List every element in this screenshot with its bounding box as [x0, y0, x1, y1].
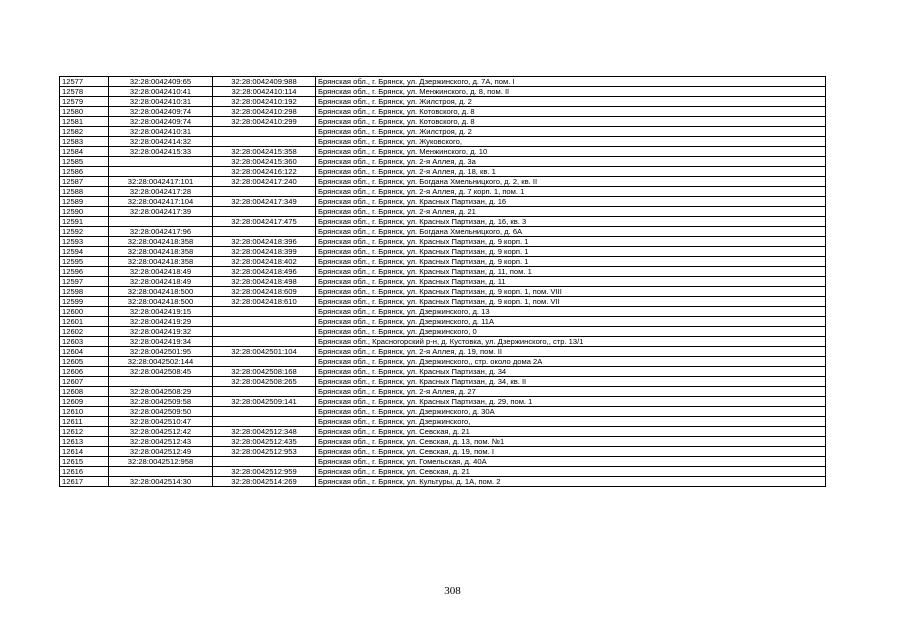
table-row — [60, 337, 826, 347]
address-cell: Брянская обл., г. Брянск, ул. Жилстроя, д. 2 — [316, 127, 826, 137]
address-cell: Брянская обл., г. Брянск, ул. Севская, д. 21 — [316, 467, 826, 477]
address-cell: Брянская обл., г. Брянск, ул. Севская, д. 19, пом. I — [316, 447, 826, 457]
cadastral-number-cell: 32:28:0042419:34 — [109, 337, 213, 347]
cadastral-number-secondary-cell: 32:28:0042409:988 — [213, 77, 316, 87]
row-number-cell: 12586 — [60, 167, 109, 177]
address-cell: Брянская обл., г. Брянск, ул. Красных Партизан, д. 11, пом. 1 — [316, 267, 826, 277]
cadastral-number-secondary-cell — [213, 307, 316, 317]
cadastral-number-secondary-cell: 32:28:0042501:104 — [213, 347, 316, 357]
page-number: 308 — [444, 585, 461, 597]
cadastral-number-cell: 32:28:0042418:49 — [109, 277, 213, 287]
table-row — [60, 267, 826, 277]
row-number-cell: 12583 — [60, 137, 109, 147]
row-number-cell: 12613 — [60, 437, 109, 447]
row-number-cell: 12597 — [60, 277, 109, 287]
table-row — [60, 147, 826, 157]
address-cell: Брянская обл., г. Брянск, ул. Красных Партизан, д. 9 корп. 1 — [316, 247, 826, 257]
address-cell: Брянская обл., г. Брянск, ул. 2-я Аллея, д. 7 корп. 1, пом. 1 — [316, 187, 826, 197]
cadastral-number-cell: 32:28:0042512:43 — [109, 437, 213, 447]
row-number-cell: 12616 — [60, 467, 109, 477]
address-cell: Брянская обл., г. Брянск, ул. Дзержинского, д. 11А — [316, 317, 826, 327]
cadastral-number-cell: 32:28:0042508:29 — [109, 387, 213, 397]
cadastral-number-cell: 32:28:0042512:958 — [109, 457, 213, 467]
cadastral-number-secondary-cell: 32:28:0042410:192 — [213, 97, 316, 107]
cadastral-number-secondary-cell — [213, 317, 316, 327]
table-row — [60, 207, 826, 217]
cadastral-number-secondary-cell — [213, 357, 316, 367]
row-number-cell: 12593 — [60, 237, 109, 247]
cadastral-number-cell: 32:28:0042418:358 — [109, 257, 213, 267]
table-row — [60, 247, 826, 257]
cadastral-number-cell: 32:28:0042509:58 — [109, 397, 213, 407]
cadastral-number-secondary-cell: 32:28:0042512:959 — [213, 467, 316, 477]
address-cell: Брянская обл., г. Брянск, ул. 2-я Аллея, д. 18, кв. 1 — [316, 167, 826, 177]
row-number-cell: 12607 — [60, 377, 109, 387]
cadastral-number-cell — [109, 467, 213, 477]
table-row — [60, 287, 826, 297]
row-number-cell: 12603 — [60, 337, 109, 347]
address-cell: Брянская обл., г. Брянск, ул. 2-я Аллея, д. 21 — [316, 207, 826, 217]
cadastral-number-secondary-cell: 32:28:0042418:402 — [213, 257, 316, 267]
address-cell: Брянская обл., г. Брянск, ул. Гомельская, д. 40А — [316, 457, 826, 467]
cadastral-number-cell: 32:28:0042415:33 — [109, 147, 213, 157]
cadastral-number-cell — [109, 157, 213, 167]
cadastral-number-secondary-cell: 32:28:0042508:265 — [213, 377, 316, 387]
address-cell: Брянская обл., г. Брянск, ул. 2-я Аллея, д. 3а — [316, 157, 826, 167]
row-number-cell: 12614 — [60, 447, 109, 457]
cadastral-number-secondary-cell: 32:28:0042417:475 — [213, 217, 316, 227]
cadastral-number-cell: 32:28:0042501:95 — [109, 347, 213, 357]
address-cell: Брянская обл., г. Брянск, ул. Севская, д. 13, пом. №1 — [316, 437, 826, 447]
cadastral-number-secondary-cell: 32:28:0042418:396 — [213, 237, 316, 247]
row-number-cell: 12591 — [60, 217, 109, 227]
table-row — [60, 107, 826, 117]
row-number-cell: 12584 — [60, 147, 109, 157]
row-number-cell: 12610 — [60, 407, 109, 417]
cadastral-number-secondary-cell: 32:28:0042418:496 — [213, 267, 316, 277]
cadastral-number-secondary-cell: 32:28:0042512:953 — [213, 447, 316, 457]
table-row — [60, 477, 826, 487]
row-number-cell: 12590 — [60, 207, 109, 217]
table-row — [60, 347, 826, 357]
row-number-cell: 12582 — [60, 127, 109, 137]
cadastral-number-secondary-cell — [213, 127, 316, 137]
cadastral-number-secondary-cell: 32:28:0042410:114 — [213, 87, 316, 97]
table-row — [60, 127, 826, 137]
cadastral-number-cell: 32:28:0042417:104 — [109, 197, 213, 207]
table-row — [60, 407, 826, 417]
address-cell: Брянская обл., г. Брянск, ул. 2-я Аллея, д. 27 — [316, 387, 826, 397]
cadastral-number-cell: 32:28:0042514:30 — [109, 477, 213, 487]
table-row — [60, 137, 826, 147]
row-number-cell: 12605 — [60, 357, 109, 367]
table-row — [60, 187, 826, 197]
address-cell: Брянская обл., г. Брянск, ул. Богдана Хмельницкого, д. 6А — [316, 227, 826, 237]
row-number-cell: 12578 — [60, 87, 109, 97]
table-row — [60, 227, 826, 237]
table-row — [60, 77, 826, 87]
table-row — [60, 197, 826, 207]
cadastral-number-secondary-cell — [213, 407, 316, 417]
address-cell: Брянская обл., г. Брянск, ул. Дзержинского, — [316, 417, 826, 427]
cadastral-number-cell: 32:28:0042410:41 — [109, 87, 213, 97]
address-cell: Брянская обл., г. Брянск, ул. Жуковского, — [316, 137, 826, 147]
row-number-cell: 12594 — [60, 247, 109, 257]
cadastral-number-cell: 32:28:0042418:500 — [109, 297, 213, 307]
row-number-cell: 12609 — [60, 397, 109, 407]
table-row — [60, 97, 826, 107]
row-number-cell: 12577 — [60, 77, 109, 87]
address-cell: Брянская обл., г. Брянск, ул. 2-я Аллея, д. 19, пом. II — [316, 347, 826, 357]
row-number-cell: 12604 — [60, 347, 109, 357]
row-number-cell: 12617 — [60, 477, 109, 487]
cadastral-number-secondary-cell: 32:28:0042509:141 — [213, 397, 316, 407]
address-cell: Брянская обл., г. Брянск, ул. Менжинского, д. 10 — [316, 147, 826, 157]
row-number-cell: 12600 — [60, 307, 109, 317]
row-number-cell: 12615 — [60, 457, 109, 467]
cadastral-number-cell: 32:28:0042409:65 — [109, 77, 213, 87]
cadastral-number-secondary-cell: 32:28:0042415:358 — [213, 147, 316, 157]
address-cell: Брянская обл., г. Брянск, ул. Котовского, д. 8 — [316, 107, 826, 117]
cadastral-number-cell: 32:28:0042418:49 — [109, 267, 213, 277]
address-cell: Брянская обл., г. Брянск, ул. Красных Партизан, д. 11 — [316, 277, 826, 287]
row-number-cell: 12585 — [60, 157, 109, 167]
address-cell: Брянская обл., г. Брянск, ул. Красных Партизан, д. 34, кв. II — [316, 377, 826, 387]
registry-table-body — [60, 77, 826, 487]
row-number-cell: 12589 — [60, 197, 109, 207]
cadastral-number-secondary-cell — [213, 457, 316, 467]
table-row — [60, 387, 826, 397]
row-number-cell: 12598 — [60, 287, 109, 297]
cadastral-number-secondary-cell — [213, 207, 316, 217]
address-cell: Брянская обл., г. Брянск, ул. Котовского, д. 8 — [316, 117, 826, 127]
address-cell: Брянская обл., г. Брянск, ул. Менжинского, д. 8, пом. II — [316, 87, 826, 97]
address-cell: Брянская обл., г. Брянск, ул. Красных Партизан, д. 16, кв. 3 — [316, 217, 826, 227]
cadastral-number-cell: 32:28:0042418:358 — [109, 237, 213, 247]
table-row — [60, 397, 826, 407]
cadastral-number-cell: 32:28:0042418:358 — [109, 247, 213, 257]
table-row — [60, 457, 826, 467]
row-number-cell: 12595 — [60, 257, 109, 267]
cadastral-number-cell — [109, 167, 213, 177]
cadastral-number-cell: 32:28:0042409:74 — [109, 117, 213, 127]
cadastral-number-cell — [109, 217, 213, 227]
table-row — [60, 157, 826, 167]
table-row — [60, 427, 826, 437]
cadastral-number-cell: 32:28:0042417:96 — [109, 227, 213, 237]
cadastral-number-cell: 32:28:0042418:500 — [109, 287, 213, 297]
cadastral-number-secondary-cell: 32:28:0042512:435 — [213, 437, 316, 447]
row-number-cell: 12612 — [60, 427, 109, 437]
row-number-cell: 12581 — [60, 117, 109, 127]
cadastral-number-cell: 32:28:0042508:45 — [109, 367, 213, 377]
address-cell: Брянская обл., г. Брянск, ул. Культуры, д. 1А, пом. 2 — [316, 477, 826, 487]
row-number-cell: 12599 — [60, 297, 109, 307]
address-cell: Брянская обл., г. Брянск, ул. Красных Партизан, д. 16 — [316, 197, 826, 207]
cadastral-number-cell: 32:28:0042419:32 — [109, 327, 213, 337]
table-row — [60, 417, 826, 427]
address-cell: Брянская обл., г. Брянск, ул. Красных Партизан, д. 29, пом. 1 — [316, 397, 826, 407]
cadastral-number-cell: 32:28:0042512:42 — [109, 427, 213, 437]
cadastral-number-secondary-cell: 32:28:0042410:298 — [213, 107, 316, 117]
table-row — [60, 377, 826, 387]
address-cell: Брянская обл., г. Брянск, ул. Красных Партизан, д. 9 корп. 1 — [316, 257, 826, 267]
cadastral-number-secondary-cell: 32:28:0042417:349 — [213, 197, 316, 207]
row-number-cell: 12611 — [60, 417, 109, 427]
table-row — [60, 307, 826, 317]
table-row — [60, 87, 826, 97]
row-number-cell: 12602 — [60, 327, 109, 337]
cadastral-number-secondary-cell — [213, 227, 316, 237]
cadastral-number-secondary-cell: 32:28:0042418:498 — [213, 277, 316, 287]
table-row — [60, 257, 826, 267]
cadastral-number-secondary-cell — [213, 387, 316, 397]
cadastral-number-cell: 32:28:0042409:74 — [109, 107, 213, 117]
row-number-cell: 12588 — [60, 187, 109, 197]
cadastral-number-cell: 32:28:0042509:50 — [109, 407, 213, 417]
address-cell: Брянская обл., г. Брянск, ул. Красных Партизан, д. 9 корп. 1, пом. VIII — [316, 287, 826, 297]
cadastral-number-cell: 32:28:0042502:144 — [109, 357, 213, 367]
registry-table — [59, 76, 826, 487]
cadastral-number-secondary-cell: 32:28:0042416:122 — [213, 167, 316, 177]
row-number-cell: 12596 — [60, 267, 109, 277]
cadastral-number-secondary-cell: 32:28:0042514:269 — [213, 477, 316, 487]
cadastral-number-secondary-cell: 32:28:0042417:240 — [213, 177, 316, 187]
table-row — [60, 467, 826, 477]
cadastral-number-secondary-cell: 32:28:0042418:610 — [213, 297, 316, 307]
cadastral-number-secondary-cell: 32:28:0042418:399 — [213, 247, 316, 257]
address-cell: Брянская обл., г. Брянск, ул. Севская, д. 21 — [316, 427, 826, 437]
table-row — [60, 447, 826, 457]
row-number-cell: 12601 — [60, 317, 109, 327]
table-row — [60, 177, 826, 187]
cadastral-number-cell — [109, 377, 213, 387]
table-row — [60, 217, 826, 227]
table-row — [60, 117, 826, 127]
address-cell: Брянская обл., г. Брянск, ул. Дзержинского, д. 13 — [316, 307, 826, 317]
address-cell: Брянская обл., г. Брянск, ул. Богдана Хмельницкого, д. 2, кв. II — [316, 177, 826, 187]
cadastral-number-secondary-cell: 32:28:0042418:609 — [213, 287, 316, 297]
cadastral-number-secondary-cell — [213, 327, 316, 337]
cadastral-number-secondary-cell — [213, 417, 316, 427]
row-number-cell: 12587 — [60, 177, 109, 187]
cadastral-number-cell: 32:28:0042414:32 — [109, 137, 213, 147]
address-cell: Брянская обл., г. Брянск, ул. Жилстроя, д. 2 — [316, 97, 826, 107]
cadastral-number-cell: 32:28:0042410:31 — [109, 97, 213, 107]
table-row — [60, 237, 826, 247]
cadastral-number-secondary-cell: 32:28:0042512:348 — [213, 427, 316, 437]
cadastral-number-secondary-cell — [213, 337, 316, 347]
table-row — [60, 277, 826, 287]
table-row — [60, 297, 826, 307]
cadastral-number-secondary-cell: 32:28:0042415:360 — [213, 157, 316, 167]
address-cell: Брянская обл., г. Брянск, ул. Дзержинского, д. 7А, пом. I — [316, 77, 826, 87]
cadastral-number-cell: 32:28:0042419:29 — [109, 317, 213, 327]
address-cell: Брянская обл., Красногорский р-н, д. Кустовка, ул. Дзержинского,, стр. 13/1 — [316, 337, 826, 347]
cadastral-number-cell: 32:28:0042417:28 — [109, 187, 213, 197]
address-cell: Брянская обл., г. Брянск, ул. Дзержинского, д. 30А — [316, 407, 826, 417]
row-number-cell: 12608 — [60, 387, 109, 397]
address-cell: Брянская обл., г. Брянск, ул. Красных Партизан, д. 9 корп. 1, пом. VII — [316, 297, 826, 307]
row-number-cell: 12580 — [60, 107, 109, 117]
address-cell: Брянская обл., г. Брянск, ул. Дзержинского, 0 — [316, 327, 826, 337]
address-cell: Брянская обл., г. Брянск, ул. Красных Партизан, д. 34 — [316, 367, 826, 377]
cadastral-number-cell: 32:28:0042417:39 — [109, 207, 213, 217]
row-number-cell: 12592 — [60, 227, 109, 237]
cadastral-number-cell: 32:28:0042510:47 — [109, 417, 213, 427]
table-row — [60, 317, 826, 327]
table-row — [60, 357, 826, 367]
table-row — [60, 167, 826, 177]
cadastral-number-cell: 32:28:0042417:101 — [109, 177, 213, 187]
table-row — [60, 367, 826, 377]
address-cell: Брянская обл., г. Брянск, ул. Красных Партизан, д. 9 корп. 1 — [316, 237, 826, 247]
cadastral-number-secondary-cell: 32:28:0042508:168 — [213, 367, 316, 377]
cadastral-number-secondary-cell: 32:28:0042410:299 — [213, 117, 316, 127]
row-number-cell: 12606 — [60, 367, 109, 377]
row-number-cell: 12579 — [60, 97, 109, 107]
cadastral-number-cell: 32:28:0042512:49 — [109, 447, 213, 457]
cadastral-number-secondary-cell — [213, 137, 316, 147]
table-row — [60, 327, 826, 337]
table-row — [60, 437, 826, 447]
cadastral-number-cell: 32:28:0042419:15 — [109, 307, 213, 317]
cadastral-number-secondary-cell — [213, 187, 316, 197]
cadastral-number-cell: 32:28:0042410:31 — [109, 127, 213, 137]
address-cell: Брянская обл., г. Брянск, ул. Дзержинского,, стр. около дома 2А — [316, 357, 826, 367]
